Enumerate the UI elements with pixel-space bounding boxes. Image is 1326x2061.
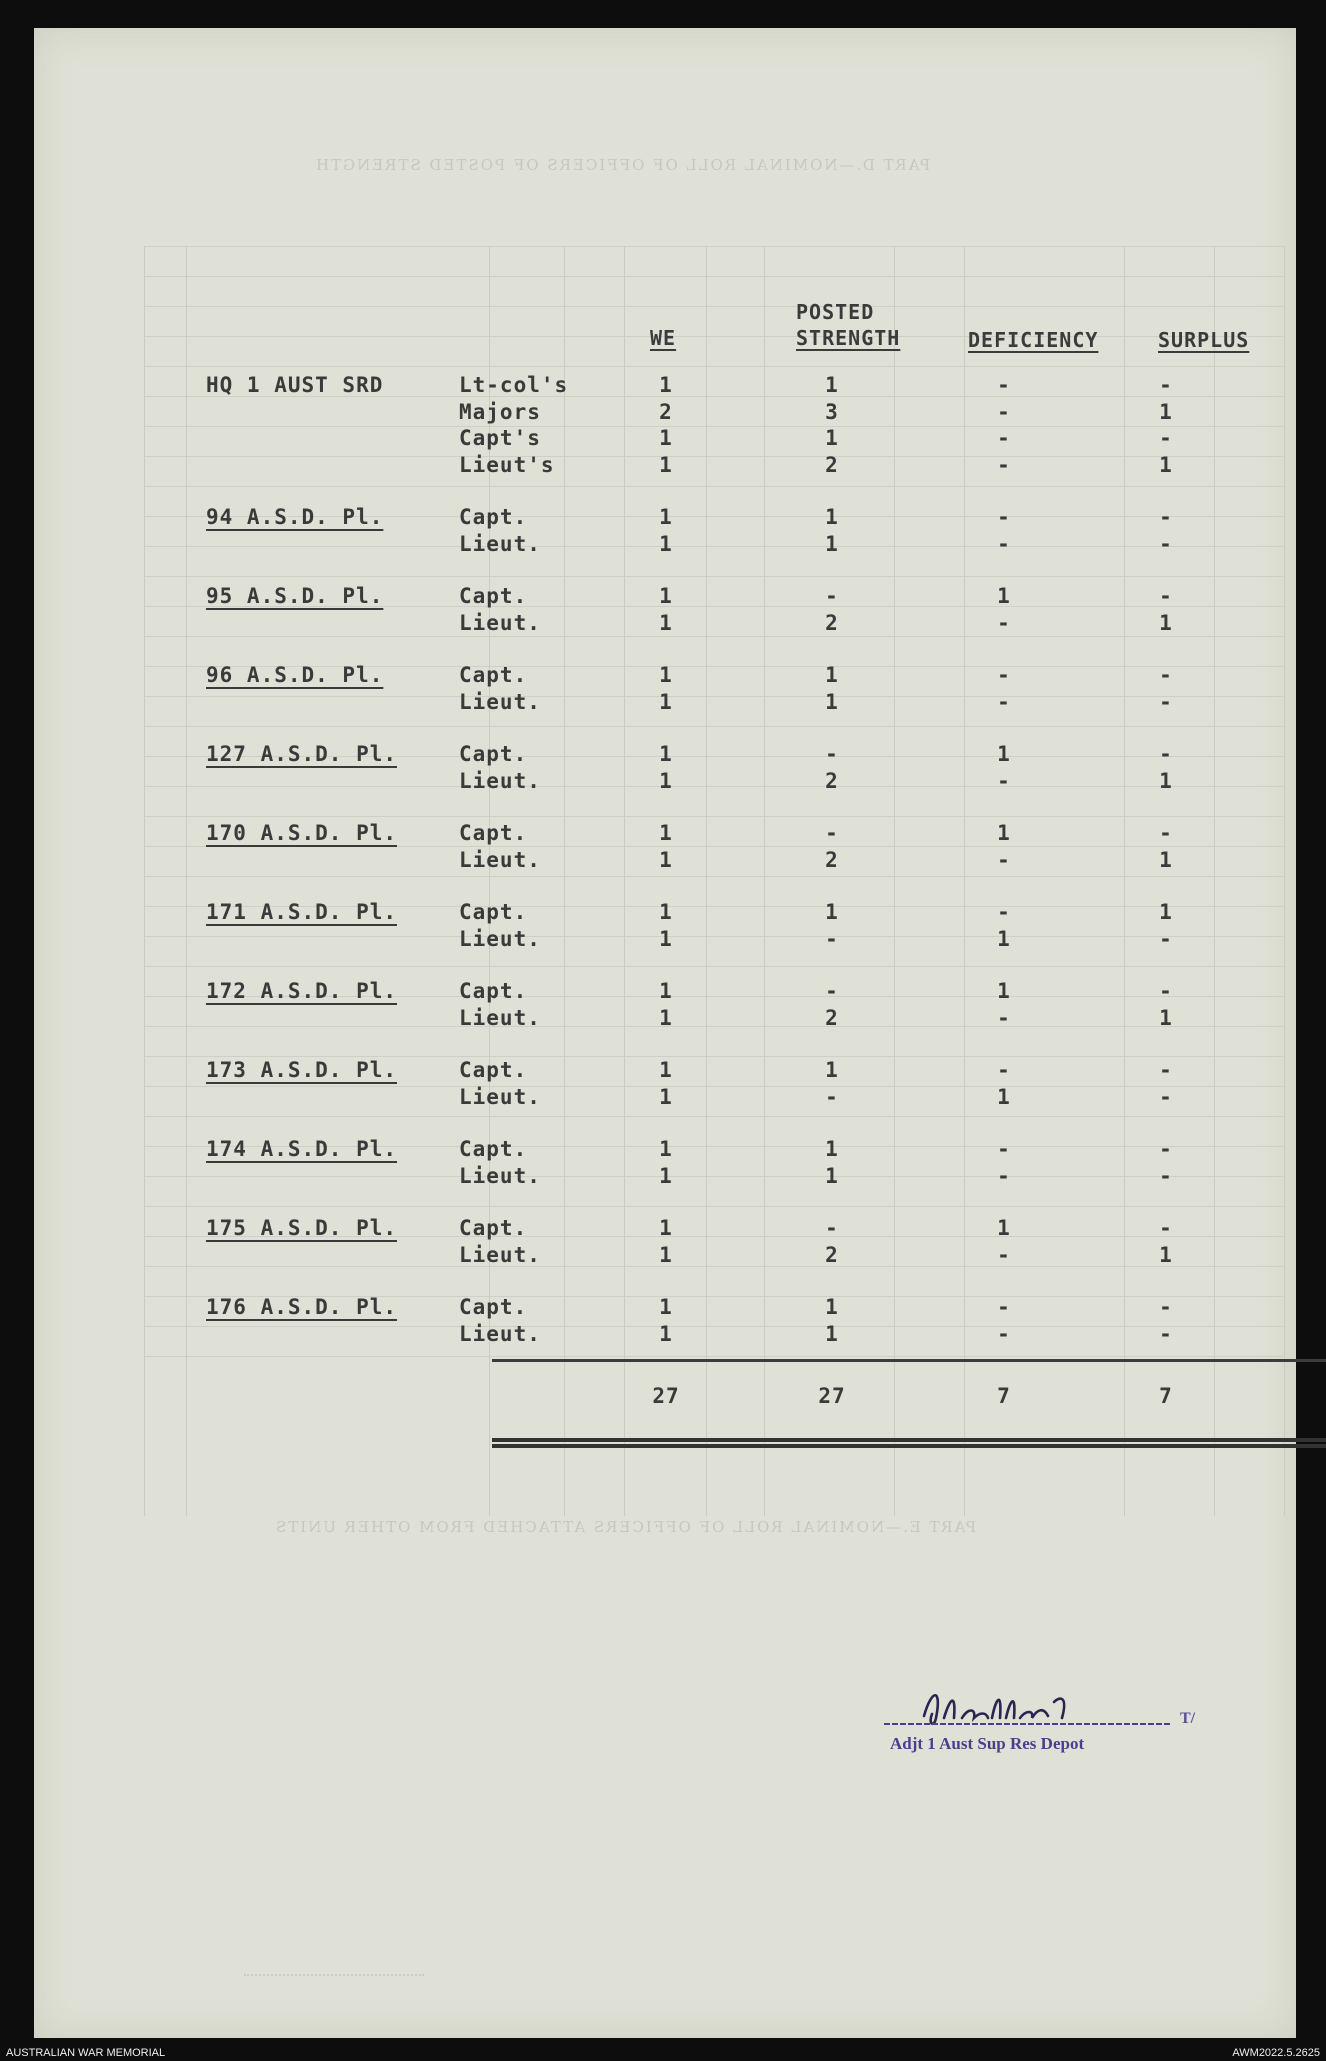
cell-deficiency: - [997,610,1011,635]
cell-we: 1 [659,1058,673,1082]
cell-rank: Capt. [459,979,528,1003]
cell-surplus: - [1159,584,1173,608]
cell-we: 1 [659,663,673,687]
signature-block [884,1678,1224,1752]
cell-rank: Capt. [459,821,528,845]
cell-surplus: - [1159,531,1173,556]
cell-posted: 1 [825,1058,839,1082]
cell-we: 1 [659,768,673,793]
cell-we: 1 [659,900,673,924]
cell-we: 1 [659,1137,673,1161]
header-strength: STRENGTH [796,326,901,350]
faint-column [1284,246,1285,1516]
total-surplus: 7 [1159,1384,1173,1408]
unit-name: 175 A.S.D. Pl. [206,1216,398,1240]
cell-surplus: 1 [1159,900,1173,924]
faint-rule [144,546,1284,547]
faint-rule [144,1116,1284,1117]
cell-posted: 2 [825,1005,839,1030]
faint-rule [144,636,1284,637]
cell-surplus: - [1159,505,1173,529]
faint-rule [144,876,1284,877]
unit-name: 174 A.S.D. Pl. [206,1137,398,1161]
cell-deficiency: 1 [997,742,1011,766]
cell-rank: Majors [459,399,541,424]
cell-surplus: - [1159,1058,1173,1082]
cell-surplus: - [1159,1163,1173,1188]
total-we: 27 [652,1384,680,1408]
cell-rank: Lieut. [459,1084,541,1109]
unit-name: 171 A.S.D. Pl. [206,900,398,924]
cell-we: 1 [659,821,673,845]
cell-deficiency: - [997,1242,1011,1267]
cell-deficiency: - [997,900,1011,924]
cell-posted: - [825,979,839,1003]
faint-rule [144,1026,1284,1027]
cell-we: 1 [659,610,673,635]
cell-deficiency: - [997,1321,1011,1346]
cell-posted: - [825,821,839,845]
unit-name: 172 A.S.D. Pl. [206,979,398,1003]
bleed-through-heading-d: PART D.—NOMINAL ROLL OF OFFICERS OF POSTED STRENGTH [314,156,931,174]
unit-name: 95 A.S.D. Pl. [206,584,384,608]
cell-posted: 2 [825,768,839,793]
document-page [34,28,1296,2038]
cell-deficiency: - [997,689,1011,714]
cell-surplus: - [1159,1137,1173,1161]
faint-rule [144,576,1284,577]
cell-deficiency: - [997,847,1011,872]
total-posted: 27 [818,1384,846,1408]
header-we: WE [650,326,677,350]
signature-title: Adjt 1 Aust Sup Res Depot [890,1734,1085,1753]
cell-posted: 2 [825,847,839,872]
cell-rank: Lieut. [459,689,541,714]
unit-name: 127 A.S.D. Pl. [206,742,398,766]
header-posted: POSTED [796,300,875,324]
cell-posted: 1 [825,505,839,529]
totals-rule [492,1359,1326,1362]
cell-surplus: - [1159,821,1173,845]
signature-rank-suffix: T/ [1180,1710,1196,1727]
cell-rank: Lt-col's [459,373,569,397]
cell-surplus: 1 [1159,399,1173,424]
faint-rule [144,846,1284,847]
faint-initials [244,1944,424,1976]
faint-rule [144,306,1284,307]
faint-rule [144,726,1284,727]
unit-name: 96 A.S.D. Pl. [206,663,384,687]
unit-name: 173 A.S.D. Pl. [206,1058,398,1082]
faint-rule [144,1176,1284,1177]
cell-rank: Lieut. [459,847,541,872]
cell-surplus: - [1159,663,1173,687]
total-deficiency: 7 [997,1384,1011,1408]
bleed-through-heading-e: PART E.—NOMINAL ROLL OF OFFICERS ATTACHED FROM OTHER UNITS [274,1518,977,1536]
cell-posted: - [825,926,839,951]
cell-surplus: - [1159,979,1173,1003]
cell-we: 1 [659,1295,673,1319]
cell-surplus: - [1159,426,1173,450]
cell-we: 1 [659,1005,673,1030]
caption-left: AUSTRALIAN WAR MEMORIAL [6,2046,166,2059]
cell-we: 1 [659,1163,673,1188]
faint-column [564,246,565,1516]
cell-deficiency: - [997,1137,1011,1161]
cell-posted: 1 [825,1321,839,1346]
cell-we: 1 [659,373,673,397]
cell-deficiency: - [997,768,1011,793]
cell-posted: 1 [825,1163,839,1188]
cell-deficiency: - [997,373,1011,397]
cell-posted: 1 [825,426,839,450]
cell-we: 2 [659,399,673,424]
double-rule-top [492,1438,1326,1442]
double-rule-bottom [492,1444,1326,1448]
faint-rule [144,1206,1284,1207]
faint-rule [144,696,1284,697]
cell-posted: 2 [825,610,839,635]
cell-we: 1 [659,505,673,529]
archive-caption [0,2044,1326,2061]
cell-rank: Capt's [459,426,541,450]
cell-rank: Capt. [459,1137,528,1161]
cell-surplus: 1 [1159,1242,1173,1267]
cell-we: 1 [659,1321,673,1346]
cell-surplus: 1 [1159,1005,1173,1030]
cell-deficiency: - [997,663,1011,687]
faint-column [706,246,707,1516]
faint-column [964,246,965,1516]
faint-column [186,246,187,1516]
faint-rule [144,816,1284,817]
cell-we: 1 [659,1084,673,1109]
cell-rank: Lieut's [459,452,555,477]
caption-right: AWM2022.5.2625 [1232,2046,1320,2059]
cell-rank: Lieut. [459,768,541,793]
cell-we: 1 [659,584,673,608]
cell-surplus: - [1159,1216,1173,1240]
faint-rule [144,366,1284,367]
cell-deficiency: - [997,1163,1011,1188]
cell-surplus: - [1159,1295,1173,1319]
faint-rule [144,486,1284,487]
faint-rule [144,1356,1284,1357]
faint-rule [144,456,1284,457]
faint-rule [144,966,1284,967]
cell-rank: Capt. [459,584,528,608]
faint-rule [144,246,1284,247]
faint-column [1124,246,1125,1516]
cell-rank: Lieut. [459,1005,541,1030]
faint-rule [144,936,1284,937]
cell-rank: Lieut. [459,1242,541,1267]
cell-posted: - [825,584,839,608]
cell-deficiency: 1 [997,926,1011,951]
cell-rank: Lieut. [459,1163,541,1188]
cell-surplus: 1 [1159,610,1173,635]
cell-posted: 1 [825,1295,839,1319]
cell-posted: 1 [825,1137,839,1161]
unit-name: 176 A.S.D. Pl. [206,1295,398,1319]
cell-rank: Capt. [459,505,528,529]
faint-rule [144,1266,1284,1267]
cell-deficiency: 1 [997,1084,1011,1109]
cell-rank: Lieut. [459,926,541,951]
cell-surplus: - [1159,373,1173,397]
cell-deficiency: - [997,1295,1011,1319]
cell-we: 1 [659,926,673,951]
faint-rule [144,1326,1284,1327]
cell-rank: Capt. [459,1295,528,1319]
cell-we: 1 [659,1216,673,1240]
faint-rule [144,1056,1284,1057]
cell-we: 1 [659,426,673,450]
faint-rule [144,426,1284,427]
cell-posted: 1 [825,663,839,687]
cell-surplus: 1 [1159,452,1173,477]
unit-name: HQ 1 AUST SRD [206,373,384,397]
cell-deficiency: - [997,1005,1011,1030]
cell-posted: - [825,1216,839,1240]
cell-surplus: - [1159,742,1173,766]
signature-name [924,1684,1018,1712]
cell-surplus: - [1159,926,1173,951]
cell-surplus: 1 [1159,847,1173,872]
cell-posted: - [825,1084,839,1109]
cell-deficiency: - [997,505,1011,529]
cell-we: 1 [659,979,673,1003]
cell-we: 1 [659,1242,673,1267]
header-surplus: SURPLUS [1158,328,1250,352]
faint-rule [144,276,1284,277]
cell-we: 1 [659,689,673,714]
cell-rank: Lieut. [459,531,541,556]
faint-column [1214,246,1215,1516]
cell-we: 1 [659,742,673,766]
cell-surplus: 1 [1159,768,1173,793]
cell-posted: 1 [825,373,839,397]
cell-deficiency: 1 [997,821,1011,845]
cell-posted: 2 [825,452,839,477]
faint-column [894,246,895,1516]
cell-surplus: - [1159,1084,1173,1109]
cell-deficiency: 1 [997,979,1011,1003]
cell-surplus: - [1159,1321,1173,1346]
cell-deficiency: 1 [997,584,1011,608]
cell-rank: Lieut. [459,1321,541,1346]
cell-rank: Lieut. [459,610,541,635]
cell-rank: Capt. [459,742,528,766]
cell-deficiency: - [997,531,1011,556]
cell-we: 1 [659,847,673,872]
cell-posted: 3 [825,399,839,424]
cell-posted: 2 [825,1242,839,1267]
cell-deficiency: - [997,426,1011,450]
cell-we: 1 [659,452,673,477]
cell-rank: Capt. [459,1216,528,1240]
unit-name: 94 A.S.D. Pl. [206,505,384,529]
faint-column [764,246,765,1516]
cell-rank: Capt. [459,1058,528,1082]
cell-we: 1 [659,531,673,556]
faint-rule [144,1086,1284,1087]
cell-deficiency: 1 [997,1216,1011,1240]
cell-deficiency: - [997,452,1011,477]
cell-posted: 1 [825,689,839,714]
cell-surplus: - [1159,689,1173,714]
faint-column [624,246,625,1516]
header-deficiency: DEFICIENCY [968,328,1099,352]
faint-rule [144,336,1284,337]
faint-column [144,246,145,1516]
cell-deficiency: - [997,399,1011,424]
unit-name: 170 A.S.D. Pl. [206,821,398,845]
cell-posted: 1 [825,900,839,924]
cell-deficiency: - [997,1058,1011,1082]
cell-rank: Capt. [459,663,528,687]
cell-rank: Capt. [459,900,528,924]
cell-posted: 1 [825,531,839,556]
faint-rule [144,786,1284,787]
cell-posted: - [825,742,839,766]
